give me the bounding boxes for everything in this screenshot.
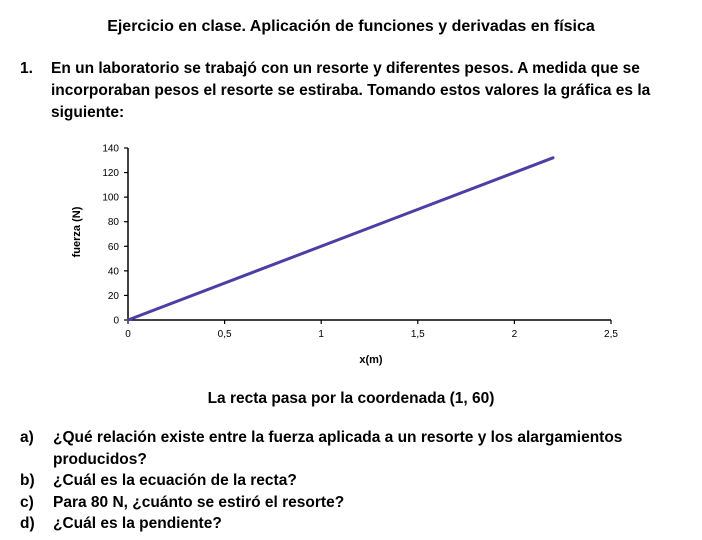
question-text: ¿Qué relación existe entre la fuerza aplicada a un resorte y los alargamientos producidos?: [53, 429, 623, 468]
question-text: ¿Cuál es la ecuación de la recta?: [53, 472, 297, 489]
y-axis-label: fuerza (N): [71, 206, 83, 258]
question-d: [20, 513, 680, 535]
question-letter: c): [20, 493, 34, 511]
y-tick-label: 20: [107, 290, 119, 302]
question-a: [20, 427, 680, 470]
problem-1: [20, 58, 680, 124]
question-letter: b): [20, 472, 35, 489]
y-tick-label: 120: [102, 168, 119, 180]
y-tick-label: 80: [107, 217, 119, 229]
y-tick-label: 40: [107, 266, 119, 278]
question-c: [20, 492, 680, 514]
force-displacement-chart: [0, 130, 702, 375]
question-letter: a): [20, 429, 34, 446]
y-tick-label: 0: [113, 315, 119, 327]
question-text: Para 80 N, ¿cuánto se estiró el resorte?: [53, 493, 345, 511]
series-line: [128, 158, 553, 320]
x-tick-label: 0: [125, 329, 131, 340]
x-tick-label: 1,5: [410, 329, 425, 340]
y-tick-label: 140: [102, 143, 119, 155]
x-tick-label: 2: [511, 329, 518, 340]
x-tick-label: 1: [318, 329, 324, 340]
x-axis-label: x(m): [359, 354, 383, 366]
x-tick-label: 2,5: [604, 329, 618, 340]
question-b: [20, 470, 680, 492]
document-title: Ejercicio en clase. Aplicación de funciones y derivadas en física: [107, 18, 595, 35]
y-tick-label: 60: [107, 241, 119, 253]
coordinate-caption: La recta pasa por la coordenada (1, 60): [207, 390, 495, 407]
problem-number: 1.: [20, 60, 33, 77]
question-list: [20, 427, 680, 535]
question-text: ¿Cuál es la pendiente?: [53, 515, 222, 532]
question-letter: d): [20, 515, 35, 532]
problem-text: En un laboratorio se trabajó con un resorte y diferentes pesos. A medida que se incorporaban pesos el resorte se estiraba. Tomando estos valores la gráfica es la siguiente:: [51, 60, 651, 121]
x-tick-label: 0,5: [217, 329, 232, 340]
y-tick-label: 100: [102, 192, 119, 204]
